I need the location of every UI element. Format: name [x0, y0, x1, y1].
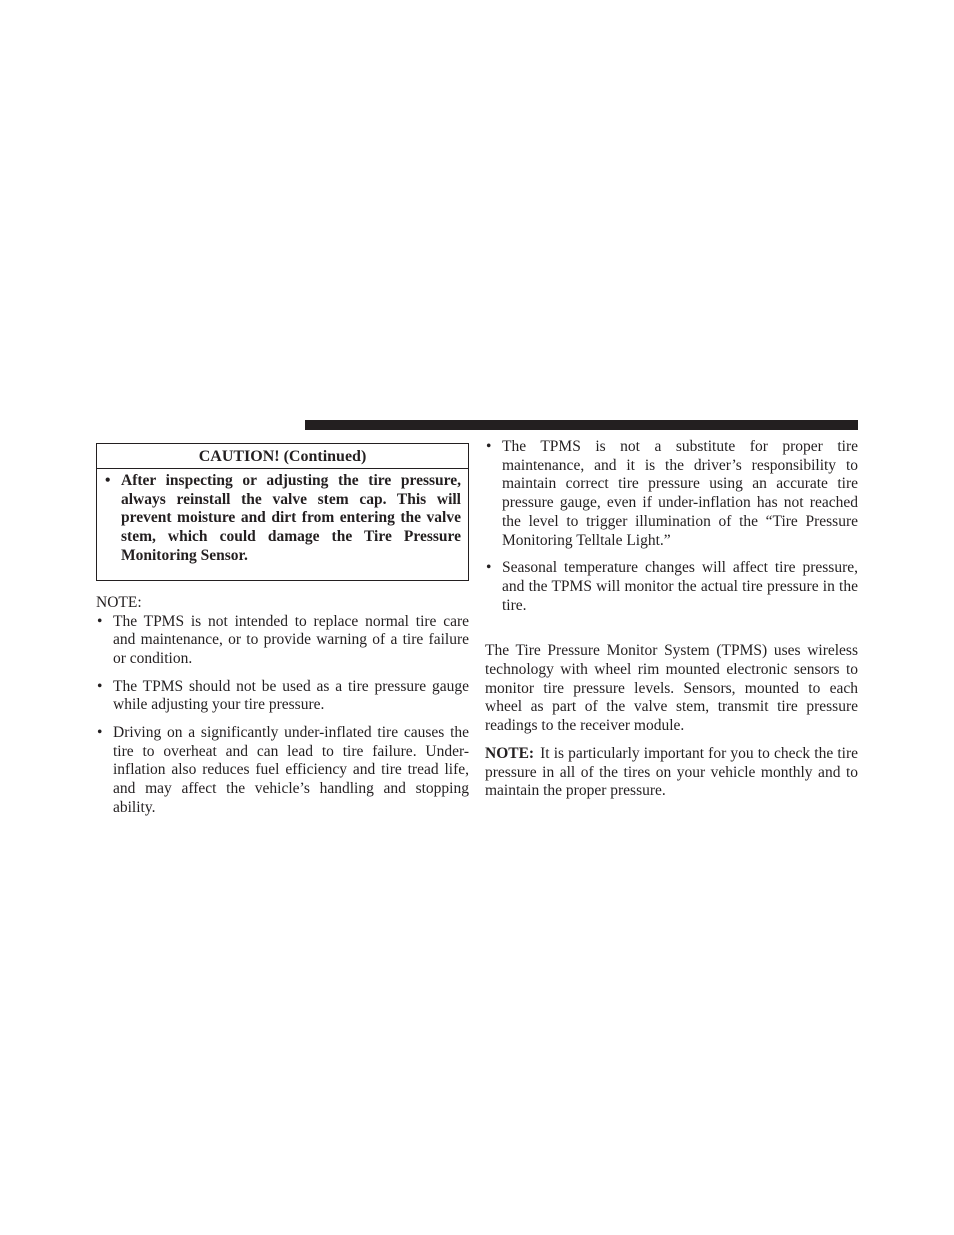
bullet-icon: •	[486, 438, 492, 455]
note-item	[96, 613, 469, 669]
bullet-icon: •	[486, 559, 492, 577]
note-label: NOTE:	[96, 593, 142, 611]
note-item	[96, 678, 469, 715]
bullet-icon: •	[97, 677, 103, 695]
note-item-text: The TPMS is not a substitute for proper tire maintenance, and it is the driver’s responsibility to maintain correct tire pressure using an accurate tire pressure gauge, even if under-inflation has not reached the level to trigger illumination of the “Tire Pressure Monitoring Telltale Light.”	[502, 438, 858, 549]
bullet-icon: •	[97, 724, 103, 742]
caution-item-text: After inspecting or adjusting the tire pressure, always reinstall the valve stem cap. This will prevent moisture and dirt from entering the valve stem, which could damage the Tire Pressure Monitoring Sensor.	[121, 472, 461, 564]
caution-title: CAUTION! (Continued)	[97, 444, 468, 469]
note-item	[96, 724, 469, 818]
note-item-text: Driving on a significantly under-inflated tire causes the tire to overheat and can lead to tire failure. Under-inflation also reduces fuel efficiency and tire tread life, and may affect the vehicle’s handling and stopping ability.	[113, 724, 469, 816]
note-item-text: The TPMS is not intended to replace normal tire care and maintenance, or to provide warning of a tire failure or condition.	[113, 612, 469, 667]
caution-item	[104, 472, 461, 566]
note-item-text: The TPMS should not be used as a tire pressure gauge while adjusting your tire pressure.	[113, 677, 469, 714]
note-item-text: Seasonal temperature changes will affect tire pressure, and the TPMS will monitor the actual tire pressure in the tire.	[502, 559, 858, 614]
caution-body	[97, 469, 468, 580]
bullet-icon: •	[97, 612, 103, 630]
section-header-bar	[305, 420, 858, 430]
final-note	[485, 745, 858, 801]
final-note-text: It is particularly important for you to check the tire pressure in all of the tires on your vehicle monthly and to maintain the proper pressure.	[485, 744, 858, 800]
left-column	[96, 443, 469, 827]
bullet-icon: •	[105, 472, 111, 489]
body-paragraph: The Tire Pressure Monitor System (TPMS) uses wireless technology with wheel rim mounted electronic sensors to monitor tire pressure levels. Sensors, mounted to each wheel as part of the valve stem, transmit tire pressure readings to the receiver module.	[485, 642, 858, 735]
note-item	[485, 559, 858, 615]
caution-box	[96, 443, 469, 581]
final-note-label: NOTE:	[485, 744, 535, 762]
note-item	[485, 438, 858, 550]
right-column	[485, 438, 858, 810]
